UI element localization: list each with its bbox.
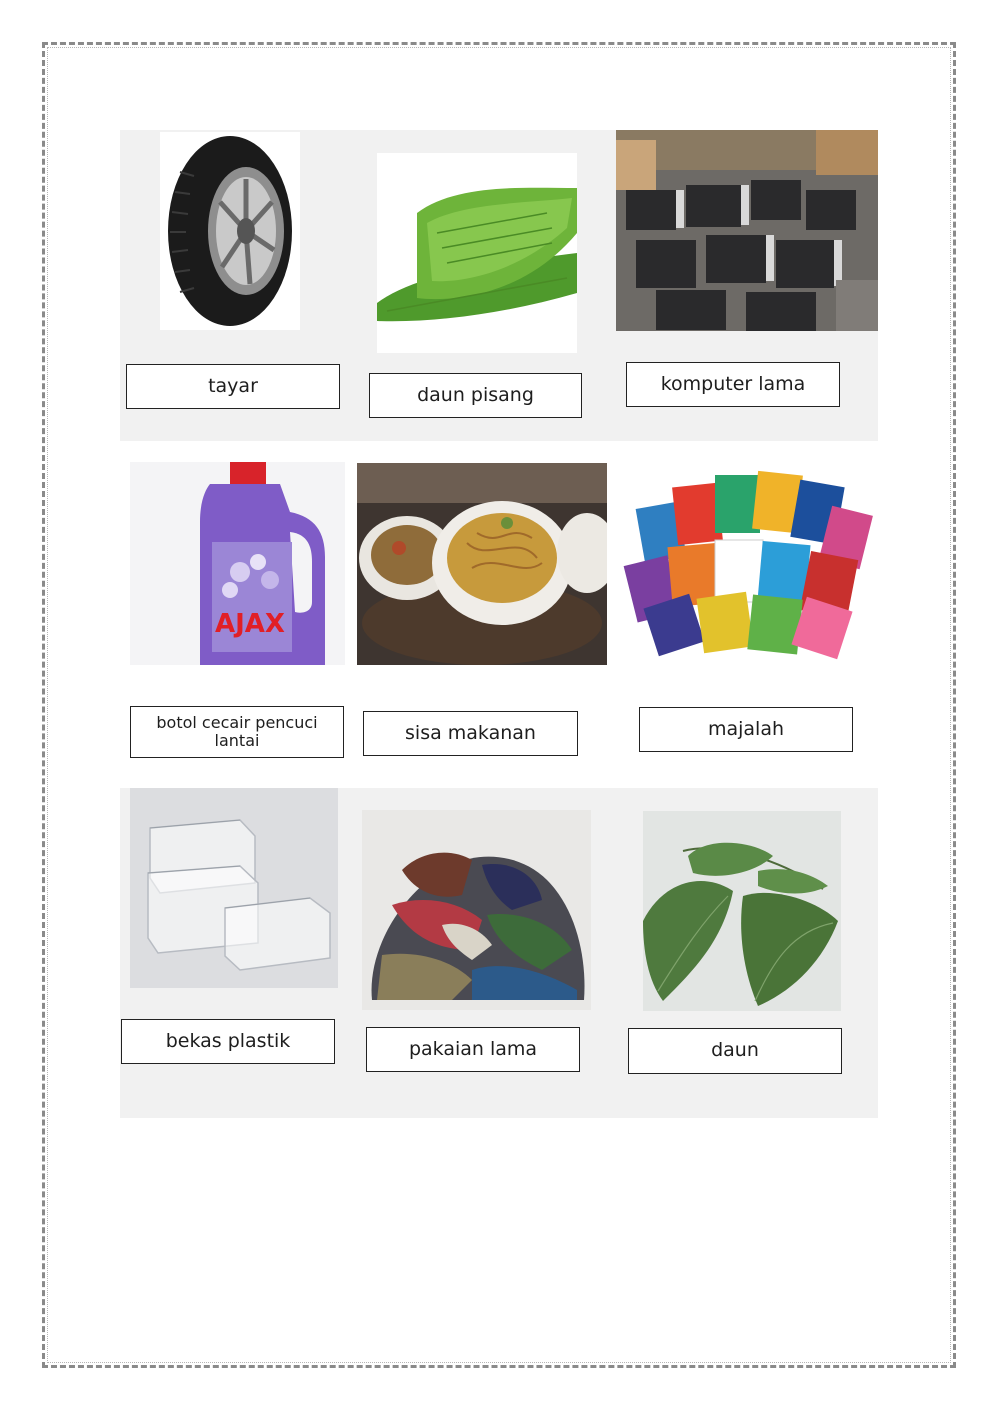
label-komputer-lama[interactable]: komputer lama bbox=[626, 362, 840, 407]
food-waste-icon bbox=[357, 463, 607, 665]
label-tayar[interactable]: tayar bbox=[126, 364, 340, 409]
label-botol-cecair[interactable]: botol cecair pencuci lantai bbox=[130, 706, 344, 758]
old-clothes-icon bbox=[362, 810, 591, 1010]
banana-leaf-icon bbox=[377, 153, 577, 353]
tire-icon bbox=[160, 132, 300, 330]
label-majalah[interactable]: majalah bbox=[639, 707, 853, 752]
label-daun[interactable]: daun bbox=[628, 1028, 842, 1074]
plastic-container-icon bbox=[130, 788, 338, 988]
label-bekas-plastik[interactable]: bekas plastik bbox=[121, 1019, 335, 1064]
label-daun-pisang[interactable]: daun pisang bbox=[369, 373, 582, 418]
label-pakaian-lama[interactable]: pakaian lama bbox=[366, 1027, 580, 1072]
leaves-icon bbox=[643, 811, 841, 1011]
bottle-brand-text: AJAX bbox=[215, 609, 285, 639]
label-sisa-makanan[interactable]: sisa makanan bbox=[363, 711, 578, 756]
magazines-icon bbox=[620, 465, 878, 660]
cleaner-bottle-icon bbox=[130, 462, 345, 665]
old-computers-icon bbox=[616, 130, 878, 331]
